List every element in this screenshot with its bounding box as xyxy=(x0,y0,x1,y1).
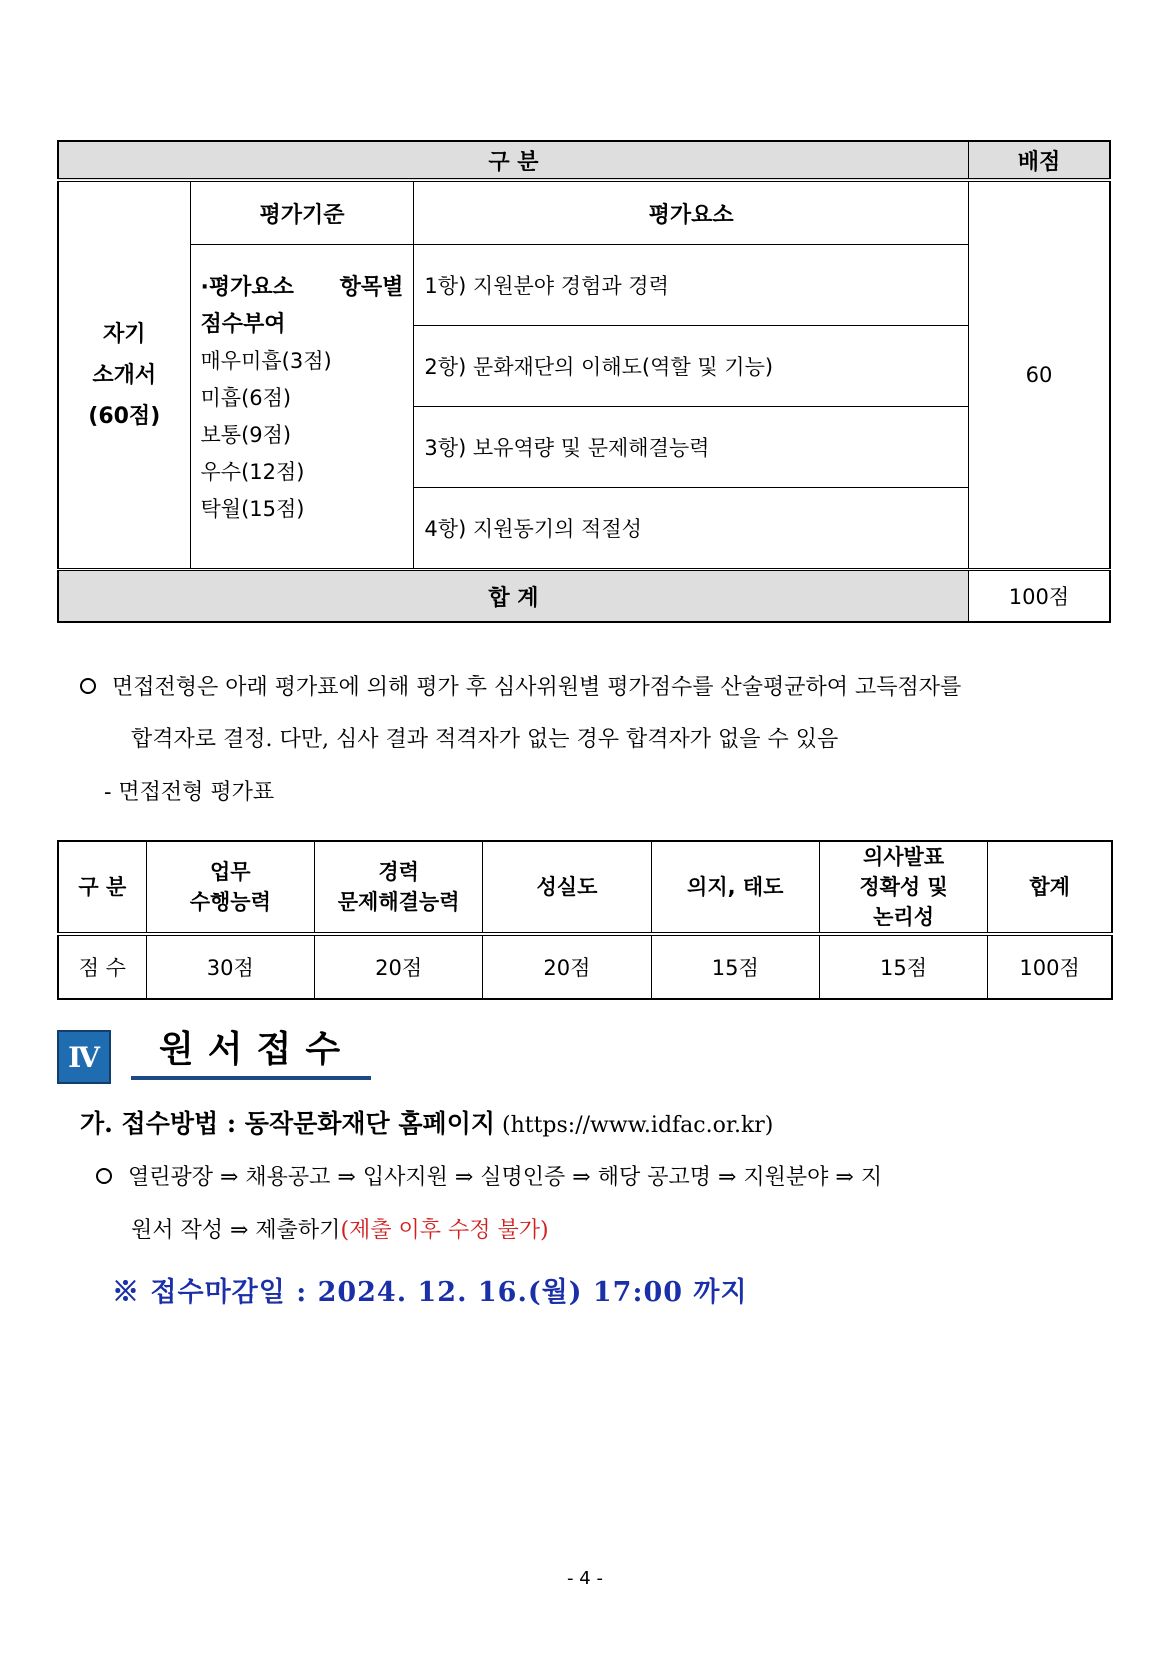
criteria-level: 보통(9점) xyxy=(200,423,292,447)
interview-note-line2: 합격자로 결정. 다만, 심사 결과 적격자가 없는 경우 합격자가 없을 수 있음 xyxy=(131,727,839,752)
header-category: 구 분 xyxy=(58,141,968,180)
element-item: 4항) 지원동기의 적절성 xyxy=(414,488,969,570)
application-deadline: ※ 접수마감일 : 2024. 12. 16.(월) 17:00 까지 xyxy=(112,1277,748,1308)
section-score: 60 xyxy=(968,180,1110,570)
interview-note-line1 xyxy=(80,670,961,701)
criteria-level: 우수(12점) xyxy=(200,460,305,484)
steps-text: 원서 작성 ⇒ 제출하기 xyxy=(131,1218,341,1243)
interview-note-text: 면접전형은 아래 평가표에 의해 평가 후 심사위원별 평가점수를 산술평균하여 고득점자를 xyxy=(112,675,962,700)
row-label: 점 수 xyxy=(58,934,146,999)
section-label-line: 소개서 xyxy=(92,362,157,388)
steps-text: 열린광장 ⇒ 채용공고 ⇒ 입사지원 ⇒ 실명인증 ⇒ 해당 공고명 ⇒ 지원분야 ⇒ 지 xyxy=(128,1165,883,1190)
score-cell: 20점 xyxy=(483,934,651,999)
col-header: 합계 xyxy=(988,841,1112,934)
score-cell: 100점 xyxy=(988,934,1112,999)
criteria-title-a: ·평가요소 xyxy=(200,275,294,300)
interview-table-title: - 면접전형 평가표 xyxy=(104,780,275,805)
header-score: 배점 xyxy=(968,141,1110,180)
section-label xyxy=(58,180,190,570)
self-intro-evaluation-table xyxy=(57,140,1111,623)
circle-bullet-icon xyxy=(80,678,96,694)
section-label-line: (60점) xyxy=(88,403,161,429)
interview-evaluation-table xyxy=(57,840,1113,1000)
application-steps-line1 xyxy=(96,1160,882,1191)
col-header: 의사발표 정확성 및 논리성 xyxy=(819,841,987,934)
application-steps-line2 xyxy=(131,1213,549,1244)
criteria-cell xyxy=(190,245,414,570)
section-number-badge: Ⅳ xyxy=(57,1030,111,1084)
homepage-url: (https://www.idfac.or.kr) xyxy=(502,1113,774,1138)
element-item: 1항) 지원분야 경험과 경력 xyxy=(414,245,969,326)
page-number: - 4 - xyxy=(567,1568,603,1589)
score-cell: 15점 xyxy=(819,934,987,999)
section-title: 원서접수 xyxy=(131,1024,371,1080)
total-label: 합 계 xyxy=(58,570,968,623)
col-header: 성실도 xyxy=(483,841,651,934)
section-label-line: 자기 xyxy=(103,321,146,347)
col-header: 업무 수행능력 xyxy=(146,841,314,934)
criteria-level: 매우미흡(3점) xyxy=(200,349,332,373)
criteria-level: 미흡(6점) xyxy=(200,386,292,410)
elements-header: 평가요소 xyxy=(414,180,969,245)
col-header: 의지, 태도 xyxy=(651,841,819,934)
score-cell: 20점 xyxy=(314,934,482,999)
element-item: 3항) 보유역량 및 문제해결능력 xyxy=(414,407,969,488)
criteria-title-c: 점수부여 xyxy=(200,312,286,337)
application-method-label: 가. 접수방법 : 동작문화재단 홈페이지 xyxy=(80,1109,495,1138)
score-cell: 15점 xyxy=(651,934,819,999)
criteria-level: 탁월(15점) xyxy=(200,497,305,521)
application-method xyxy=(80,1104,773,1140)
steps-warning: (제출 이후 수정 불가) xyxy=(340,1218,549,1243)
total-score: 100점 xyxy=(968,570,1110,623)
score-cell: 30점 xyxy=(146,934,314,999)
criteria-header: 평가기준 xyxy=(190,180,414,245)
element-item: 2항) 문화재단의 이해도(역할 및 기능) xyxy=(414,326,969,407)
col-header: 경력 문제해결능력 xyxy=(314,841,482,934)
col-header: 구 분 xyxy=(58,841,146,934)
criteria-title-b: 항목별 xyxy=(339,275,404,300)
circle-bullet-icon xyxy=(96,1168,112,1184)
